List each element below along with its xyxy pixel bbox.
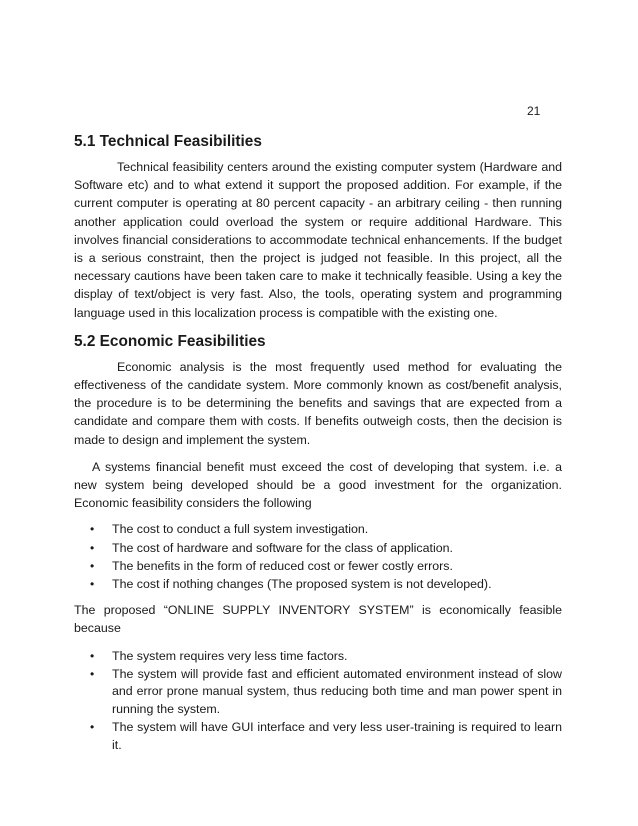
bullet-icon: • — [90, 522, 95, 537]
economic-paragraph-2: A systems financial benefit must exceed the cost of developing that system. i.e. a new system being developed should be a good investment for the organization. Economic feasibility considers the following — [74, 459, 562, 511]
list-item: • The system will provide fast and efficient automated environment instead of slow and error prone manual system, thus reducing both time and man power spent in running the system. — [90, 667, 562, 716]
economic-paragraph-1: Economic analysis is the most frequently used method for evaluating the effectiveness of the candidate system. More commonly known as cost/benefit analysis, the procedure is to be determining the benefits and savings that are expected from a candidate and compare them with costs. If benefits outweigh costs, then the decision is made to design and implement the system. — [74, 359, 562, 447]
section-heading-economic: 5.2 Economic Feasibilities — [74, 332, 266, 350]
list-item: • The cost of hardware and software for the class of application. — [74, 539, 562, 557]
bullet-icon: • — [90, 540, 95, 555]
list-item: • The system will have GUI interface and very less user-training is required to learn it. — [90, 720, 562, 752]
bullet-icon: • — [90, 558, 95, 573]
list-item: • The cost if nothing changes (The proposed system is not developed). — [74, 575, 562, 593]
bullet-icon: • — [90, 667, 95, 682]
bullet-icon: • — [90, 720, 95, 735]
economic-considerations-list — [74, 520, 562, 593]
bullet-icon: • — [90, 648, 95, 663]
list-item: • The cost to conduct a full system investigation. — [74, 520, 562, 538]
bullet-icon: • — [90, 577, 95, 592]
section-heading-technical: 5.1 Technical Feasibilities — [74, 133, 262, 150]
technical-paragraph: Technical feasibility centers around the existing computer system (Hardware and Software etc) and to what extend it support the proposed addition. For example, if the current computer is operating at 80 percent capacity - an arbitrary ceiling - then running another application could overload the system or require additional Hardware. This involves financial considerations to accommodate technical enhancements. If the budget is a serious constraint, then the project is judged not feasible. In this project, all the necessary cautions have been taken care to make it technically feasible. Using a key the display of text/object is very fast. Also, the tools, operating system and programming language used in this localization process is compatible with the existing one. — [74, 160, 562, 320]
list-item: • The benefits in the form of reduced cost or fewer costly errors. — [74, 557, 562, 575]
economic-paragraph-3: The proposed “ONLINE SUPPLY INVENTORY SYSTEM” is economically feasible because — [74, 603, 562, 636]
page-number: 21 — [527, 104, 541, 118]
feasibility-reasons-list — [74, 648, 562, 754]
list-item: • The system requires very less time factors. — [74, 648, 562, 665]
page-content — [74, 133, 562, 755]
